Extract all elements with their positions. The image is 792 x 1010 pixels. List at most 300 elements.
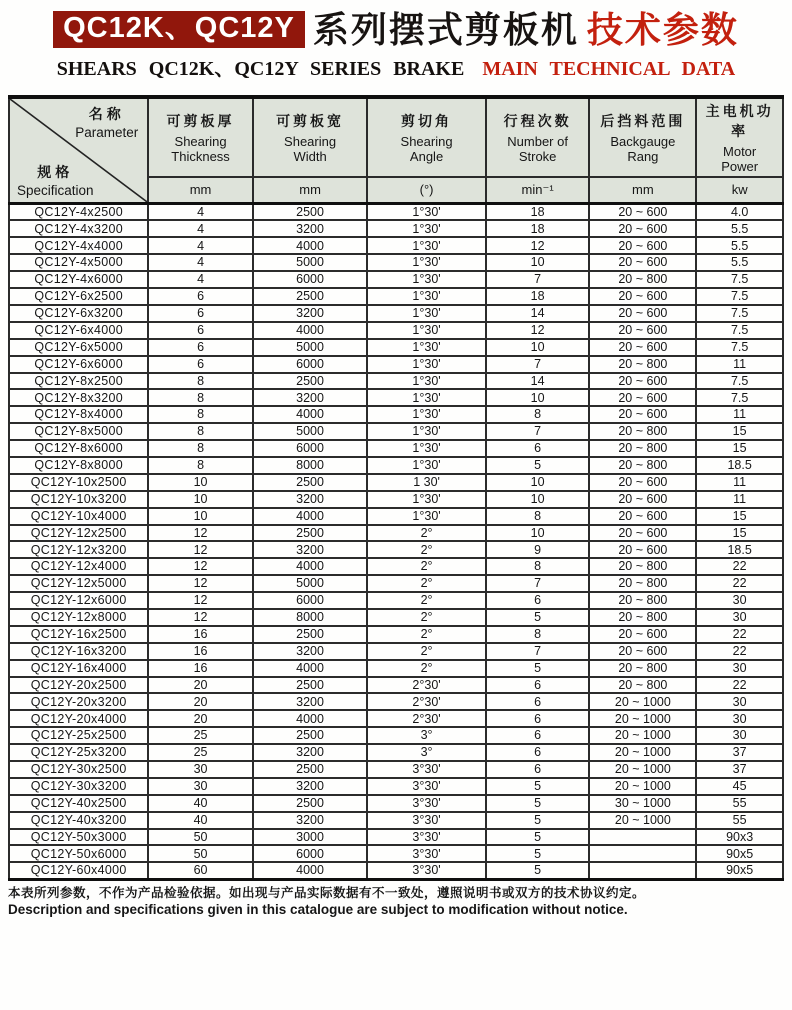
value-cell: 15 xyxy=(696,423,783,440)
value-cell: 18 xyxy=(486,288,590,305)
value-cell xyxy=(589,862,696,879)
value-cell: 12 xyxy=(486,237,590,254)
model-cell: QC12Y-16x3200 xyxy=(9,643,148,660)
corner-cell xyxy=(9,97,148,204)
value-cell: 6 xyxy=(486,761,590,778)
value-cell: 4000 xyxy=(253,558,368,575)
value-cell: 55 xyxy=(696,812,783,829)
table-row xyxy=(9,389,783,406)
value-cell: 7.5 xyxy=(696,322,783,339)
value-cell: 2°30' xyxy=(367,693,485,710)
value-cell: 8 xyxy=(486,626,590,643)
value-cell: 22 xyxy=(696,575,783,592)
model-cell: QC12Y-16x2500 xyxy=(9,626,148,643)
value-cell: 7.5 xyxy=(696,339,783,356)
corner-specification-label: 规格 Specification xyxy=(17,164,94,199)
value-cell: 2° xyxy=(367,592,485,609)
value-cell: 20 ~ 600 xyxy=(589,322,696,339)
unit-cell-backgauge: mm xyxy=(589,177,696,204)
value-cell: 2° xyxy=(367,541,485,558)
model-cell: QC12Y-50x3000 xyxy=(9,829,148,846)
value-cell: 3000 xyxy=(253,829,368,846)
value-cell: 22 xyxy=(696,643,783,660)
model-cell: QC12Y-4x3200 xyxy=(9,220,148,237)
value-cell: 5 xyxy=(486,829,590,846)
value-cell: 12 xyxy=(148,592,252,609)
value-cell: 7 xyxy=(486,356,590,373)
footer-note-en: Description and specifications given in this catalogue are subject to modification without notice. xyxy=(8,901,628,917)
value-cell: 30 xyxy=(696,693,783,710)
value-cell: 2° xyxy=(367,626,485,643)
value-cell: 2500 xyxy=(253,626,368,643)
value-cell: 4.0 xyxy=(696,204,783,221)
col-header-backgauge: 后挡料范围 Backgauge Rang xyxy=(589,97,696,177)
value-cell: 30 xyxy=(696,592,783,609)
value-cell: 4000 xyxy=(253,660,368,677)
value-cell: 2500 xyxy=(253,677,368,694)
value-cell: 1°30' xyxy=(367,339,485,356)
value-cell: 3200 xyxy=(253,643,368,660)
value-cell: 3200 xyxy=(253,812,368,829)
value-cell: 12 xyxy=(148,525,252,542)
value-cell: 7.5 xyxy=(696,271,783,288)
table-row xyxy=(9,778,783,795)
value-cell: 8 xyxy=(486,508,590,525)
value-cell: 3°30' xyxy=(367,845,485,862)
value-cell: 6 xyxy=(486,693,590,710)
value-cell: 20 ~ 1000 xyxy=(589,727,696,744)
value-cell: 3200 xyxy=(253,389,368,406)
value-cell: 8 xyxy=(148,423,252,440)
model-cell: QC12Y-25x3200 xyxy=(9,744,148,761)
table-row xyxy=(9,829,783,846)
value-cell: 8000 xyxy=(253,457,368,474)
value-cell: 1°30' xyxy=(367,288,485,305)
value-cell: 3°30' xyxy=(367,862,485,879)
value-cell: 20 ~ 800 xyxy=(589,356,696,373)
subtitle-accent: MAIN TECHNICAL DATA xyxy=(482,58,736,80)
value-cell: 22 xyxy=(696,626,783,643)
value-cell: 2° xyxy=(367,609,485,626)
model-cell: QC12Y-4x2500 xyxy=(9,204,148,221)
value-cell: 20 ~ 800 xyxy=(589,423,696,440)
value-cell: 1°30' xyxy=(367,491,485,508)
model-cell: QC12Y-6x3200 xyxy=(9,305,148,322)
value-cell: 4000 xyxy=(253,237,368,254)
value-cell: 20 ~ 800 xyxy=(589,660,696,677)
page-subtitle xyxy=(0,52,792,81)
model-cell: QC12Y-12x8000 xyxy=(9,609,148,626)
value-cell: 20 ~ 600 xyxy=(589,525,696,542)
value-cell: 7.5 xyxy=(696,305,783,322)
value-cell: 10 xyxy=(486,339,590,356)
value-cell: 2500 xyxy=(253,761,368,778)
model-cell: QC12Y-50x6000 xyxy=(9,845,148,862)
value-cell: 3200 xyxy=(253,305,368,322)
value-cell: 10 xyxy=(148,474,252,491)
value-cell: 2500 xyxy=(253,288,368,305)
value-cell: 4 xyxy=(148,204,252,221)
value-cell: 8 xyxy=(148,373,252,390)
value-cell: 2°30' xyxy=(367,677,485,694)
model-cell: QC12Y-10x2500 xyxy=(9,474,148,491)
value-cell: 20 ~ 800 xyxy=(589,558,696,575)
value-cell: 20 ~ 600 xyxy=(589,373,696,390)
value-cell: 7.5 xyxy=(696,389,783,406)
value-cell: 5000 xyxy=(253,575,368,592)
value-cell: 6 xyxy=(486,727,590,744)
model-cell: QC12Y-8x3200 xyxy=(9,389,148,406)
value-cell: 4000 xyxy=(253,862,368,879)
table-row xyxy=(9,862,783,879)
value-cell: 2° xyxy=(367,575,485,592)
value-cell: 3°30' xyxy=(367,761,485,778)
table-row xyxy=(9,406,783,423)
value-cell: 5 xyxy=(486,778,590,795)
value-cell: 6000 xyxy=(253,440,368,457)
table-row xyxy=(9,710,783,727)
value-cell: 2500 xyxy=(253,373,368,390)
model-cell: QC12Y-20x4000 xyxy=(9,710,148,727)
value-cell: 4000 xyxy=(253,406,368,423)
value-cell: 12 xyxy=(148,541,252,558)
value-cell: 10 xyxy=(486,389,590,406)
value-cell: 20 ~ 800 xyxy=(589,440,696,457)
value-cell: 20 ~ 1000 xyxy=(589,812,696,829)
value-cell: 16 xyxy=(148,626,252,643)
value-cell: 1°30' xyxy=(367,237,485,254)
table-row xyxy=(9,423,783,440)
model-cell: QC12Y-4x4000 xyxy=(9,237,148,254)
value-cell: 20 xyxy=(148,677,252,694)
value-cell: 6 xyxy=(486,440,590,457)
value-cell: 20 xyxy=(148,710,252,727)
value-cell: 20 ~ 1000 xyxy=(589,744,696,761)
model-cell: QC12Y-6x2500 xyxy=(9,288,148,305)
value-cell: 16 xyxy=(148,660,252,677)
unit-cell-strokes: min⁻¹ xyxy=(486,177,590,204)
value-cell: 20 ~ 600 xyxy=(589,220,696,237)
value-cell: 2° xyxy=(367,643,485,660)
value-cell: 40 xyxy=(148,795,252,812)
model-cell: QC12Y-30x2500 xyxy=(9,761,148,778)
value-cell: 18 xyxy=(486,204,590,221)
value-cell: 2500 xyxy=(253,204,368,221)
value-cell: 5 xyxy=(486,795,590,812)
value-cell: 20 ~ 1000 xyxy=(589,778,696,795)
table-row xyxy=(9,845,783,862)
value-cell: 15 xyxy=(696,440,783,457)
value-cell: 1°30' xyxy=(367,423,485,440)
value-cell: 20 ~ 600 xyxy=(589,541,696,558)
corner-parameter-label: 名称 Parameter xyxy=(75,106,139,140)
footer-note-cn: 本表所列参数，不作为产品检验依据。如出现与产品实际数据有不一致处，遵照说明书或双方的技术协议约定。 xyxy=(8,885,646,900)
value-cell: 7 xyxy=(486,643,590,660)
model-cell: QC12Y-10x4000 xyxy=(9,508,148,525)
value-cell: 5 xyxy=(486,845,590,862)
table-row xyxy=(9,795,783,812)
value-cell: 4 xyxy=(148,237,252,254)
value-cell: 3° xyxy=(367,727,485,744)
value-cell: 3200 xyxy=(253,491,368,508)
value-cell: 3° xyxy=(367,744,485,761)
value-cell: 12 xyxy=(148,609,252,626)
value-cell: 30 xyxy=(696,609,783,626)
model-badge: QC12K、QC12Y xyxy=(53,11,305,48)
value-cell: 16 xyxy=(148,643,252,660)
value-cell: 1°30' xyxy=(367,373,485,390)
value-cell: 2500 xyxy=(253,795,368,812)
value-cell: 2500 xyxy=(253,727,368,744)
value-cell: 3200 xyxy=(253,541,368,558)
title-accent: 技术参数 xyxy=(586,8,739,50)
value-cell: 5.5 xyxy=(696,220,783,237)
table-row xyxy=(9,761,783,778)
value-cell: 20 ~ 1000 xyxy=(589,710,696,727)
value-cell: 37 xyxy=(696,744,783,761)
subtitle-text: SHEARS QC12K、QC12Y SERIES BRAKE xyxy=(56,58,465,80)
value-cell: 8000 xyxy=(253,609,368,626)
value-cell: 20 ~ 600 xyxy=(589,305,696,322)
table-row xyxy=(9,609,783,626)
value-cell: 22 xyxy=(696,558,783,575)
value-cell: 1°30' xyxy=(367,271,485,288)
value-cell: 7 xyxy=(486,423,590,440)
value-cell xyxy=(589,845,696,862)
value-cell: 20 ~ 600 xyxy=(589,339,696,356)
col-header-width: 可剪板宽 Shearing Width xyxy=(253,97,368,177)
unit-cell-motor-power: kw xyxy=(696,177,783,204)
model-cell: QC12Y-16x4000 xyxy=(9,660,148,677)
value-cell: 8 xyxy=(148,457,252,474)
value-cell: 20 ~ 600 xyxy=(589,237,696,254)
value-cell: 10 xyxy=(486,491,590,508)
table-row xyxy=(9,271,783,288)
value-cell: 4000 xyxy=(253,508,368,525)
value-cell: 6000 xyxy=(253,271,368,288)
value-cell: 6 xyxy=(148,288,252,305)
value-cell: 5000 xyxy=(253,254,368,271)
col-header-angle: 剪切角 Shearing Angle xyxy=(367,97,485,177)
table-row xyxy=(9,339,783,356)
value-cell: 20 ~ 600 xyxy=(589,643,696,660)
value-cell: 5000 xyxy=(253,423,368,440)
table-row xyxy=(9,322,783,339)
value-cell: 6000 xyxy=(253,845,368,862)
model-cell: QC12Y-25x2500 xyxy=(9,727,148,744)
value-cell: 2° xyxy=(367,558,485,575)
value-cell: 90x3 xyxy=(696,829,783,846)
value-cell: 20 ~ 600 xyxy=(589,474,696,491)
value-cell: 5 xyxy=(486,457,590,474)
value-cell: 6 xyxy=(486,592,590,609)
value-cell: 30 xyxy=(148,761,252,778)
model-cell: QC12Y-12x5000 xyxy=(9,575,148,592)
table-row xyxy=(9,373,783,390)
value-cell: 60 xyxy=(148,862,252,879)
value-cell: 6 xyxy=(486,677,590,694)
table-row xyxy=(9,592,783,609)
model-cell: QC12Y-12x6000 xyxy=(9,592,148,609)
spec-table-body xyxy=(9,204,783,880)
value-cell: 1 30' xyxy=(367,474,485,491)
model-cell: QC12Y-8x8000 xyxy=(9,457,148,474)
value-cell: 1°30' xyxy=(367,440,485,457)
value-cell: 5 xyxy=(486,609,590,626)
value-cell: 30 ~ 1000 xyxy=(589,795,696,812)
table-row xyxy=(9,220,783,237)
page-title xyxy=(0,8,792,50)
table-row xyxy=(9,541,783,558)
value-cell: 11 xyxy=(696,356,783,373)
value-cell: 9 xyxy=(486,541,590,558)
value-cell: 4 xyxy=(148,254,252,271)
value-cell: 15 xyxy=(696,508,783,525)
col-header-thickness: 可剪板厚 Shearing Thickness xyxy=(148,97,252,177)
footer-notes xyxy=(6,886,786,918)
value-cell: 20 ~ 600 xyxy=(589,254,696,271)
model-cell: QC12Y-12x2500 xyxy=(9,525,148,542)
value-cell: 6 xyxy=(148,356,252,373)
value-cell: 3200 xyxy=(253,693,368,710)
model-cell: QC12Y-6x6000 xyxy=(9,356,148,373)
value-cell: 20 ~ 1000 xyxy=(589,693,696,710)
value-cell: 2°30' xyxy=(367,710,485,727)
value-cell: 8 xyxy=(148,440,252,457)
model-cell: QC12Y-4x5000 xyxy=(9,254,148,271)
value-cell: 50 xyxy=(148,829,252,846)
value-cell: 11 xyxy=(696,474,783,491)
value-cell: 11 xyxy=(696,491,783,508)
value-cell: 6 xyxy=(148,305,252,322)
value-cell: 1°30' xyxy=(367,389,485,406)
value-cell: 20 ~ 800 xyxy=(589,271,696,288)
value-cell: 4000 xyxy=(253,710,368,727)
value-cell: 1°30' xyxy=(367,322,485,339)
value-cell: 18.5 xyxy=(696,541,783,558)
value-cell: 7.5 xyxy=(696,373,783,390)
table-row xyxy=(9,491,783,508)
value-cell: 1°30' xyxy=(367,508,485,525)
spec-table xyxy=(8,95,784,881)
value-cell xyxy=(589,829,696,846)
value-cell: 2500 xyxy=(253,525,368,542)
table-row xyxy=(9,254,783,271)
value-cell: 10 xyxy=(148,491,252,508)
value-cell: 18.5 xyxy=(696,457,783,474)
value-cell: 3°30' xyxy=(367,795,485,812)
value-cell: 37 xyxy=(696,761,783,778)
model-cell: QC12Y-12x3200 xyxy=(9,541,148,558)
value-cell: 5 xyxy=(486,660,590,677)
table-row xyxy=(9,643,783,660)
value-cell: 10 xyxy=(486,474,590,491)
value-cell: 1°30' xyxy=(367,305,485,322)
value-cell: 20 ~ 600 xyxy=(589,389,696,406)
value-cell: 25 xyxy=(148,744,252,761)
value-cell: 90x5 xyxy=(696,862,783,879)
value-cell: 8 xyxy=(148,406,252,423)
model-cell: QC12Y-40x3200 xyxy=(9,812,148,829)
value-cell: 8 xyxy=(486,406,590,423)
value-cell: 3200 xyxy=(253,744,368,761)
value-cell: 5 xyxy=(486,812,590,829)
value-cell: 2500 xyxy=(253,474,368,491)
table-row xyxy=(9,474,783,491)
table-row xyxy=(9,626,783,643)
model-cell: QC12Y-6x5000 xyxy=(9,339,148,356)
title-cn: 系列摆式剪板机 xyxy=(312,8,579,50)
table-row xyxy=(9,558,783,575)
table-row xyxy=(9,812,783,829)
value-cell: 20 ~ 600 xyxy=(589,288,696,305)
model-cell: QC12Y-6x4000 xyxy=(9,322,148,339)
value-cell: 45 xyxy=(696,778,783,795)
value-cell: 25 xyxy=(148,727,252,744)
value-cell: 20 ~ 800 xyxy=(589,457,696,474)
value-cell: 6 xyxy=(148,339,252,356)
value-cell: 1°30' xyxy=(367,254,485,271)
unit-cell-width: mm xyxy=(253,177,368,204)
model-cell: QC12Y-60x4000 xyxy=(9,862,148,879)
value-cell: 2° xyxy=(367,525,485,542)
value-cell: 8 xyxy=(486,558,590,575)
value-cell: 30 xyxy=(696,710,783,727)
value-cell: 11 xyxy=(696,406,783,423)
value-cell: 50 xyxy=(148,845,252,862)
value-cell: 22 xyxy=(696,677,783,694)
table-row xyxy=(9,677,783,694)
value-cell: 7 xyxy=(486,271,590,288)
value-cell: 15 xyxy=(696,525,783,542)
value-cell: 30 xyxy=(148,778,252,795)
value-cell: 5000 xyxy=(253,339,368,356)
value-cell: 12 xyxy=(148,558,252,575)
value-cell: 1°30' xyxy=(367,457,485,474)
value-cell: 6000 xyxy=(253,592,368,609)
table-row xyxy=(9,440,783,457)
value-cell: 6 xyxy=(486,710,590,727)
value-cell: 20 ~ 600 xyxy=(589,491,696,508)
value-cell: 20 ~ 800 xyxy=(589,575,696,592)
value-cell: 10 xyxy=(486,525,590,542)
value-cell: 4000 xyxy=(253,322,368,339)
value-cell: 2° xyxy=(367,660,485,677)
model-cell: QC12Y-40x2500 xyxy=(9,795,148,812)
table-row xyxy=(9,575,783,592)
table-row xyxy=(9,727,783,744)
value-cell: 3°30' xyxy=(367,778,485,795)
value-cell: 3°30' xyxy=(367,812,485,829)
value-cell: 7.5 xyxy=(696,288,783,305)
table-row xyxy=(9,237,783,254)
value-cell: 20 ~ 600 xyxy=(589,204,696,221)
value-cell: 14 xyxy=(486,305,590,322)
value-cell: 30 xyxy=(696,660,783,677)
table-row xyxy=(9,288,783,305)
table-row xyxy=(9,204,783,221)
value-cell: 5.5 xyxy=(696,237,783,254)
model-cell: QC12Y-8x6000 xyxy=(9,440,148,457)
value-cell: 20 ~ 1000 xyxy=(589,761,696,778)
value-cell: 14 xyxy=(486,373,590,390)
value-cell: 5.5 xyxy=(696,254,783,271)
value-cell: 5 xyxy=(486,862,590,879)
model-cell: QC12Y-20x2500 xyxy=(9,677,148,694)
value-cell: 55 xyxy=(696,795,783,812)
value-cell: 7 xyxy=(486,575,590,592)
model-cell: QC12Y-8x4000 xyxy=(9,406,148,423)
